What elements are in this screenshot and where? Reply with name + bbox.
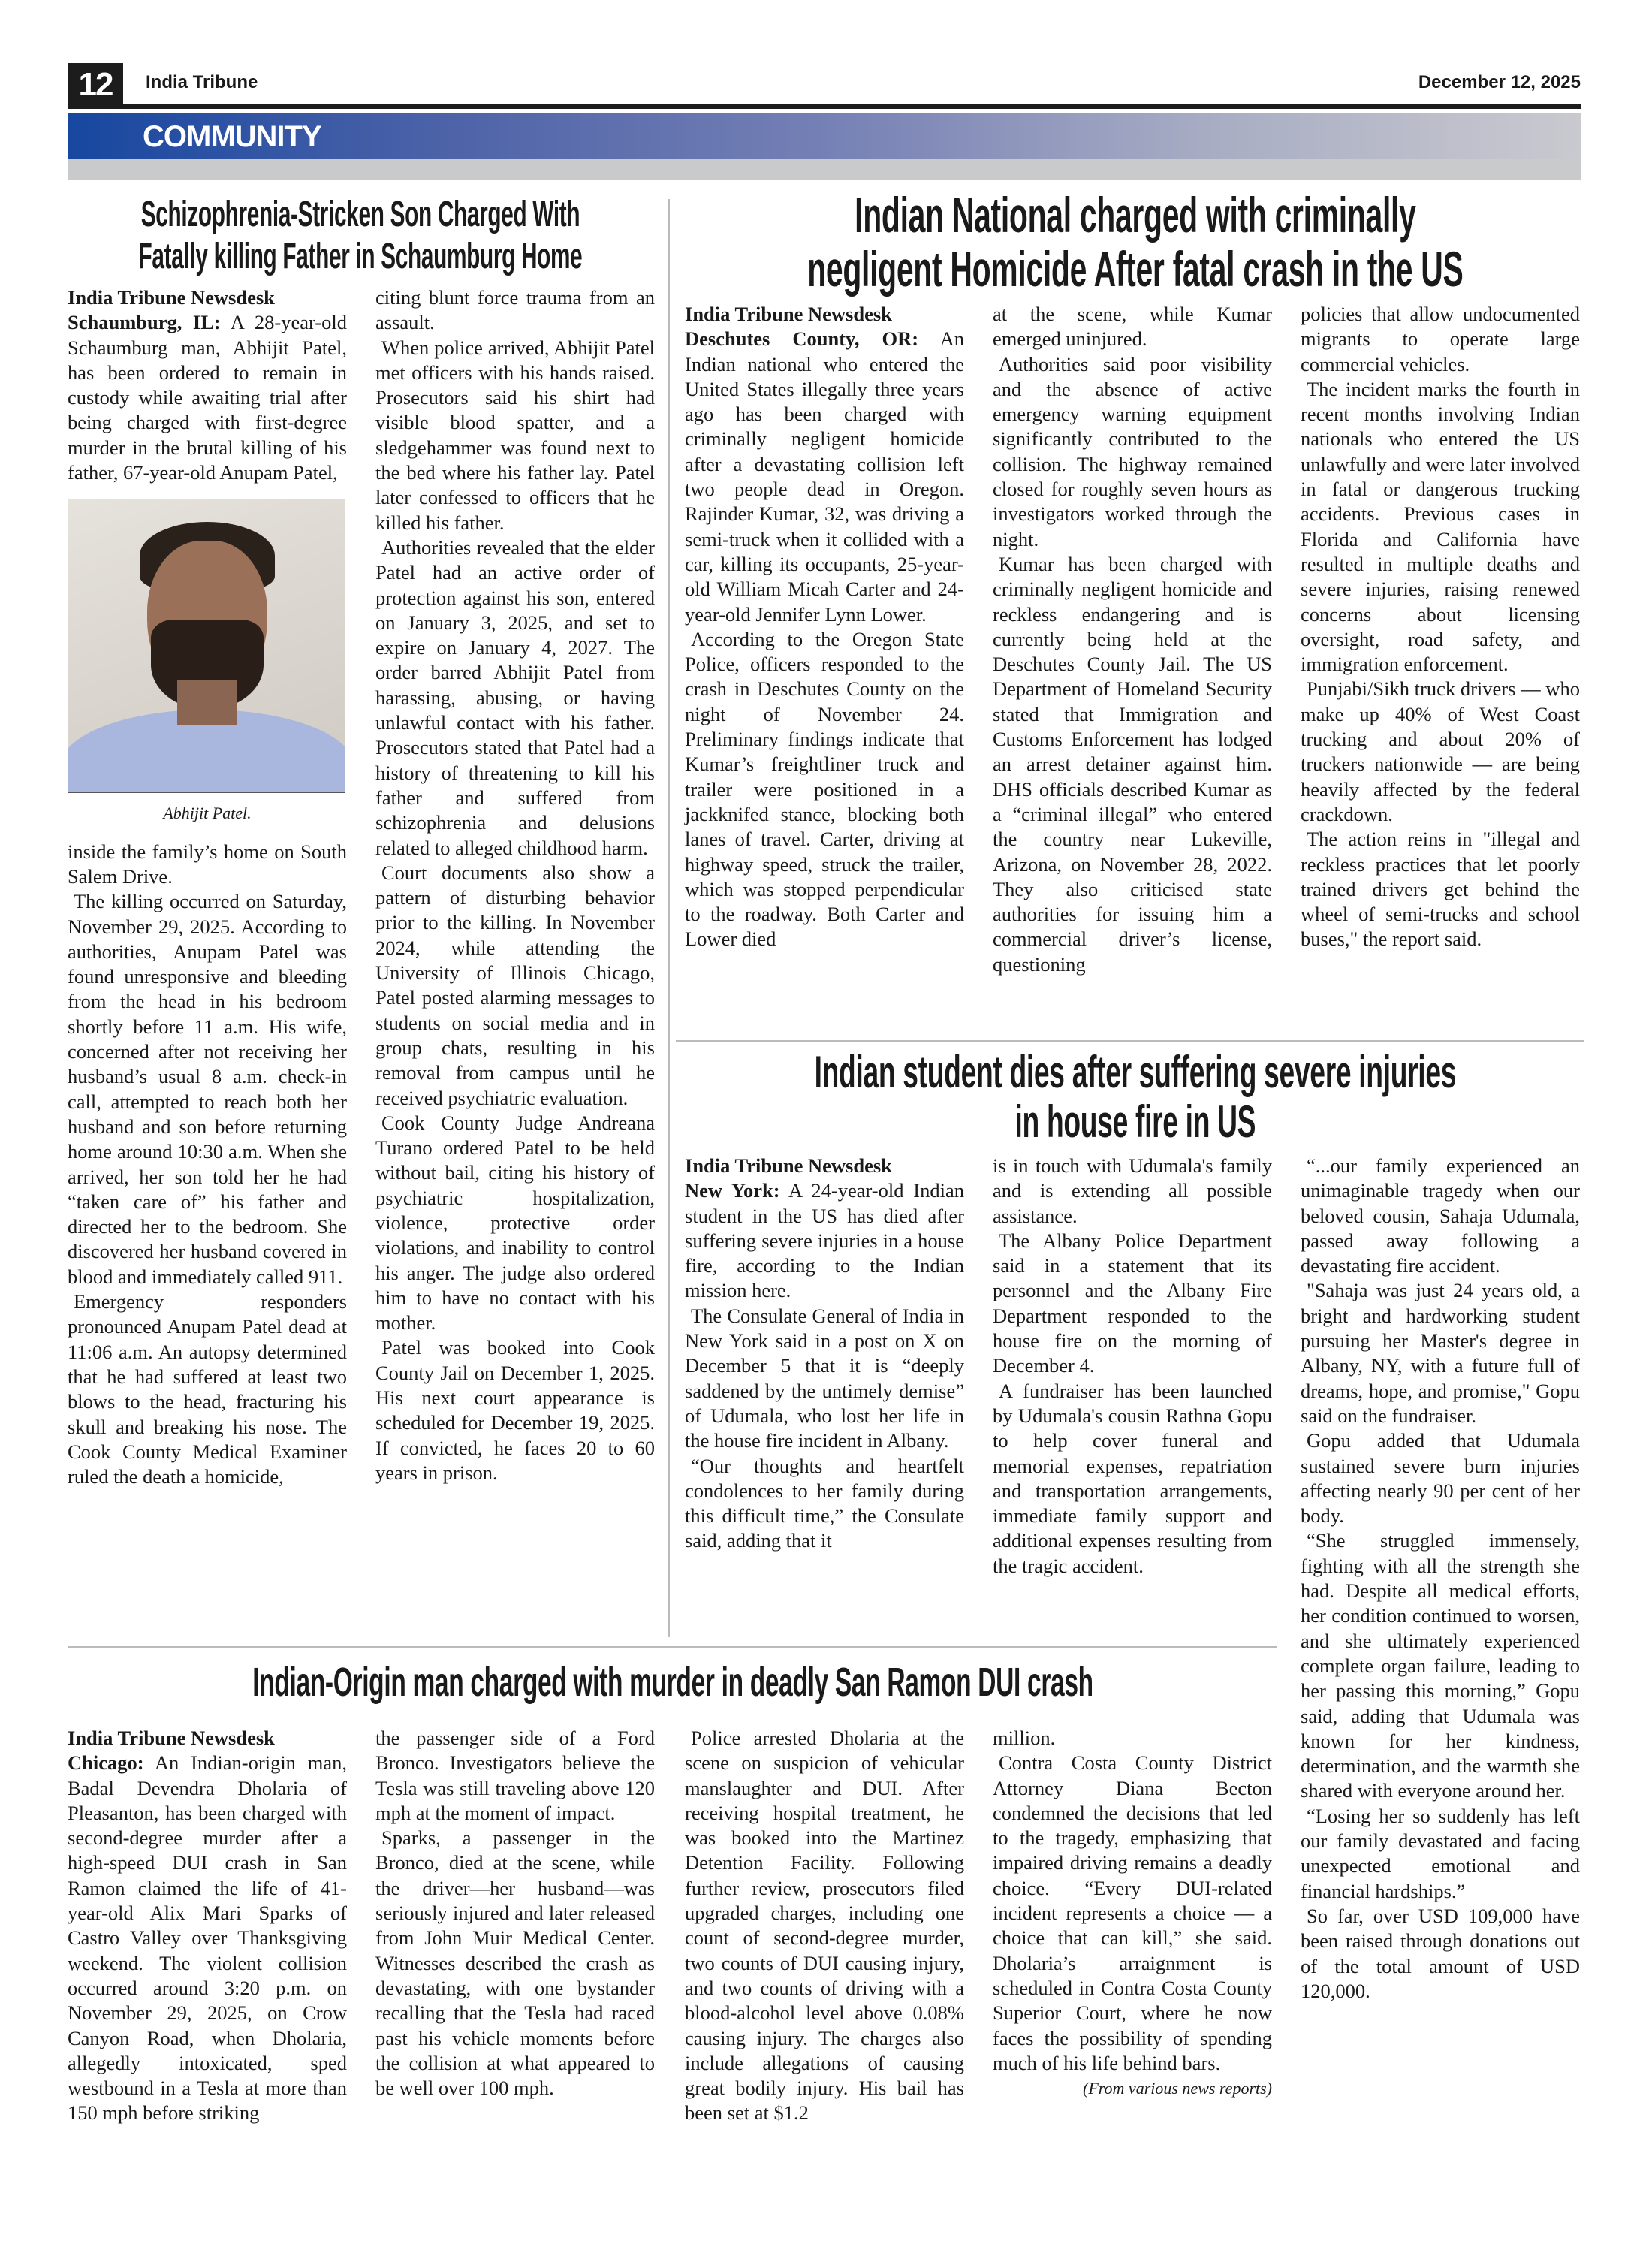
article-column bbox=[1301, 1154, 1580, 2004]
article-column bbox=[993, 302, 1272, 977]
issue-date: December 12, 2025 bbox=[1418, 72, 1581, 92]
article-paragraph: policies that allow undocumented migrants to operate large commercial vehicles. bbox=[1301, 303, 1580, 376]
article-paragraph: The Consulate General of India in New York said in a post on X on December 5 that it is “deeply saddened by the untimely demise” of Udumala, who lost her life in the house fire incident in Albany. bbox=[685, 1304, 964, 1452]
article-paragraph: the passenger side of a Ford Bronco. Investigators believe the Tesla was still traveling above 120 mph at the moment of impact. bbox=[375, 1727, 655, 1824]
banner-strip bbox=[68, 159, 1581, 180]
article-paragraph: When police arrived, Abhijit Patel met officers with his hands raised. Prosecutors said his shirt had visible blood spatter, and a sledgehammer was found next to the bed where his father lay. Patel later confessed to officers that he killed his father. bbox=[375, 336, 655, 534]
headline-line: in house fire in US bbox=[1014, 1096, 1256, 1147]
article-paragraph: is in touch with Udumala's family and is extending all possible assistance. bbox=[993, 1154, 1272, 1227]
article-paragraph: Kumar has been charged with criminally negligent homicide and reckless endangering and is currently being held at the Deschutes County Jail. The US Department of Homeland Security stated that Immigration and Customs Enforcement has lodged an arrest detainer against him. DHS officials described Kumar as a “criminal illegal” who entered the country near Lukeville, Arizona, on November 28, 2022. They also criticised state authorities for issuing him a commercial driver’s license, questioning bbox=[993, 552, 1272, 976]
byline: India Tribune Newsdesk bbox=[685, 1154, 892, 1177]
header-rule bbox=[68, 104, 1581, 109]
article-paragraph: “Losing her so suddenly has left our family devastated and facing unexpected emotional and financial hardships.” bbox=[1301, 1804, 1580, 1902]
article-column bbox=[685, 1154, 964, 1554]
article-paragraph: Sparks, a passenger in the Bronco, died at the scene, while the driver—her husband—was seriously injured and later released from John Muir Medical Center. Witnesses described the crash as devastating, with one bystander recalling that the Tesla had raced past his vehicle moments before the collision at what appeared to be well over 100 mph. bbox=[375, 1826, 655, 2100]
article-paragraph: “She struggled immensely, fighting with all the strength she had. Despite all medical efforts, her condition continued to worsen, and she ultimately experienced complete organ failure, leading to her passing this morning,” Gopu said, adding that Udumala was known for her kindness, determination, and the warmth she shared with everyone around her. bbox=[1301, 1529, 1580, 1802]
headline-schaumburg bbox=[68, 194, 653, 278]
article-column bbox=[68, 285, 347, 1489]
article-column bbox=[993, 1154, 1272, 1579]
headline-line: Schizophrenia-Stricken Son Charged With bbox=[140, 195, 580, 234]
article-column bbox=[375, 1726, 655, 2101]
source-credit: (From various news reports) bbox=[1083, 2079, 1272, 2098]
article-paragraph: Court documents also show a pattern of disturbing behavior prior to the killing. In November 2024, while attending the University of Illinois Chicago, Patel posted alarming messages to students on social media and in group chats, resulting in his removal from campus until he received psychiatric evaluation. bbox=[375, 861, 655, 1109]
article-paragraph bbox=[68, 1751, 347, 2125]
byline: India Tribune Newsdesk bbox=[685, 303, 892, 325]
article-column bbox=[685, 302, 964, 952]
photo-abhijit-patel bbox=[68, 499, 345, 793]
paragraph-text: A 24-year-old Indian student in the US has died after suffering severe injuries in a house fire, according to the Indian mission here. bbox=[685, 1179, 964, 1302]
byline: India Tribune Newsdesk bbox=[68, 286, 275, 309]
dateline: Chicago: bbox=[68, 1751, 144, 1775]
dateline: New York: bbox=[685, 1179, 780, 1202]
paragraph-text: A 28-year-old Schaumburg man, Abhijit Patel, has been ordered to remain in custody while awaiting trial after being charged with first-degree murder in the brutal killing of his father, 67-year-old Anupam Patel, bbox=[68, 311, 347, 484]
section-divider bbox=[676, 1040, 1584, 1042]
article-paragraph bbox=[685, 327, 964, 627]
article-paragraph: The killing occurred on Saturday, November 29, 2025. According to authorities, Anupam Patel was found unresponsive and bleeding from the head in his bedroom shortly before 11 a.m. His wife, concerned after not receiving her husband’s usual 8 a.m. check-in call, attempted to reach both her husband and son before returning home around 10:30 a.m. When she arrived, her son told her he had “taken care of” his father and directed her to the bedroom. She discovered her husband covered in blood and immediately called 911. bbox=[68, 890, 347, 1288]
byline: India Tribune Newsdesk bbox=[68, 1727, 275, 1749]
column-divider bbox=[668, 199, 670, 1637]
publication-name: India Tribune bbox=[146, 72, 258, 92]
article-column bbox=[685, 1726, 964, 2126]
article-paragraph: Patel was booked into Cook County Jail on December 1, 2025. His next court appearance is scheduled for December 19, 2025. If convicted, he faces 20 to 60 years in prison. bbox=[375, 1336, 655, 1484]
headline-line: Fatally killing Father in Schaumburg Home bbox=[138, 237, 583, 276]
article-paragraph: at the scene, while Kumar emerged uninjured. bbox=[993, 303, 1272, 351]
article-paragraph: Contra Costa County District Attorney Diana Becton condemned the decisions that led to the tragedy, emphasizing that impaired driving remains a deadly choice. “Every DUI-related incident represents a choice — a choice that can kill,” she said. Dholaria’s arraignment is scheduled in Contra Costa County Superior Court, where he now faces the possibility of spending much of his life behind bars. bbox=[993, 1751, 1272, 2074]
article-paragraph: Punjabi/Sikh truck drivers — who make up 40% of West Coast trucking and about 20% of truckers nationwide — are being heavily affected by the federal crackdown. bbox=[1301, 677, 1580, 825]
dateline: Schaumburg, IL: bbox=[68, 311, 221, 334]
article-paragraph: Authorities revealed that the elder Patel had an active order of protection against his son, entered on January 3, 2025, and set to expire on January 4, 2027. The order barred Abhijit Patel from harassing, abusing, or having unlawful contact with his father. Prosecutors stated that Patel had a history of threatening to kill his father and suffered from schizophrenia and delusions related to alleged childhood harm. bbox=[375, 535, 655, 859]
section-banner bbox=[68, 113, 1581, 159]
article-paragraph: Cook County Judge Andreana Turano ordered Patel to be held without bail, citing his history of psychiatric hospitalization, violence, protective order violations, and inability to control his anger. The judge also ordered him to have no contact with his mother. bbox=[375, 1111, 655, 1335]
article-paragraph: A fundraiser has been launched by Udumala's cousin Rathna Gopu to help cover funeral and memorial expenses, repatriation and transportation arrangements, immediate family support and additional expenses resulting from the tragic accident. bbox=[993, 1379, 1272, 1577]
headline-oregon bbox=[685, 188, 1586, 296]
headline-line: Indian National charged with criminally bbox=[855, 187, 1416, 243]
article-paragraph: Gopu added that Udumala sustained severe burn injuries affecting nearly 90 per cent of her body. bbox=[1301, 1429, 1580, 1528]
article-paragraph: citing blunt force trauma from an assault. bbox=[375, 286, 655, 334]
article-column bbox=[375, 285, 655, 1485]
headline-line: Indian-Origin man charged with murder in deadly San Ramon DUI crash bbox=[252, 1660, 1093, 1705]
article-paragraph: “...our family experienced an unimaginable tragedy when our beloved cousin, Sahaja Udumala, passed away following a devastating fire accident. bbox=[1301, 1154, 1580, 1277]
article-paragraph bbox=[685, 1178, 964, 1303]
photo-detail bbox=[177, 680, 237, 725]
article-paragraph: inside the family’s home on South Salem Drive. bbox=[68, 840, 347, 888]
article-paragraph: The incident marks the fourth in recent months involving Indian nationals who entered the US unlawfully and were later involved in fatal or dangerous trucking accidents. Previous cases in Florida and California have resulted in multiple deaths and severe injuries, raising renewed concerns about licensing oversight, road safety, and immigration enforcement. bbox=[1301, 377, 1580, 676]
article-column bbox=[1301, 302, 1580, 952]
dateline: Deschutes County, OR: bbox=[685, 327, 919, 351]
section-title: COMMUNITY bbox=[143, 120, 321, 153]
headline-albany bbox=[685, 1048, 1586, 1147]
article-paragraph: So far, over USD 109,000 have been raised through donations out of the total amount of USD 120,000. bbox=[1301, 1904, 1580, 2002]
page-number: 12 bbox=[68, 63, 123, 107]
article-paragraph: “Our thoughts and heartfelt condolences to her family during this difficult time,” the Consulate said, adding that it bbox=[685, 1454, 964, 1552]
article-paragraph: Authorities said poor visibility and the absence of active emergency warning equipment significantly contributed to the collision. The highway remained closed for roughly seven hours as investigators worked through the night. bbox=[993, 352, 1272, 550]
article-column bbox=[993, 1726, 1272, 2101]
article-paragraph: The Albany Police Department said in a statement that its personnel and the Albany Fire Department responded to the house fire on the morning of December 4. bbox=[993, 1229, 1272, 1377]
article-paragraph: million. bbox=[993, 1727, 1056, 1749]
paragraph-text: An Indian national who entered the United States illegally three years ago has been charged with criminally negligent homicide after a devastating collision left two people dead in Oregon. Rajinder Kumar, 32, was driving a semi-truck when it collided with a car, killing its occupants, 25-year-old William Micah Carter and 24-year-old Jennifer Lynn Lower. bbox=[685, 327, 964, 626]
article-paragraph: "Sahaja was just 24 years old, a bright and hardworking student pursuing her Master's degree in Albany, NY, with a future full of dreams, hope, and promise," Gopu said on the fundraiser. bbox=[1301, 1279, 1580, 1427]
headline-line: negligent Homicide After fatal crash in the US bbox=[807, 241, 1464, 297]
photo-caption: Abhijit Patel. bbox=[163, 804, 252, 823]
article-paragraph: Police arrested Dholaria at the scene on suspicion of vehicular manslaughter and DUI. After receiving hospital treatment, he was booked into the Martinez Detention Facility. Following further review, prosecutors filed upgraded charges, including one count of second-degree murder, two counts of DUI causing injury, and two counts of driving with a blood-alcohol level above 0.08% causing injury. The charges also include allegations of causing great bodily injury. His bail has been set at $1.2 bbox=[685, 1727, 964, 2125]
headline-line: Indian student dies after suffering severe injuries bbox=[814, 1047, 1457, 1097]
article-paragraph: Emergency responders pronounced Anupam Patel dead at 11:06 a.m. An autopsy determined that he had suffered at least two blows to the head, fracturing his skull and breaking his nose. The Cook County Medical Examiner ruled the death a homicide, bbox=[68, 1290, 347, 1488]
paragraph-text: An Indian-origin man, Badal Devendra Dholaria of Pleasanton, has been charged with second-degree murder after a high-speed DUI crash in San Ramon claimed the life of 41-year-old Alix Mari Sparks of Castro Valley over Thanksgiving weekend. The violent collision occurred around 3:20 p.m. on November 29, 2025, on Crow Canyon Road, when Dholaria, allegedly intoxicated, sped westbound in a Tesla at more than 150 mph before striking bbox=[68, 1751, 347, 2125]
headline-san-ramon bbox=[68, 1658, 1278, 1706]
section-divider bbox=[68, 1646, 1277, 1648]
article-paragraph: According to the Oregon State Police, officers responded to the crash in Deschutes County on the night of November 24. Preliminary findings indicate that Kumar’s freightliner truck and trailer were positioned in a jackknifed stance, blocking both lanes of travel. Carter, driving at highway speed, struck the trailer, which was stopped perpendicular to the roadway. Both Carter and Lower died bbox=[685, 627, 964, 951]
article-column bbox=[68, 1726, 347, 2126]
article-paragraph bbox=[68, 310, 347, 485]
article-paragraph: The action reins in "illegal and reckless practices that let poorly trained drivers get behind the wheel of semi-trucks and school buses," the report said. bbox=[1301, 828, 1580, 951]
